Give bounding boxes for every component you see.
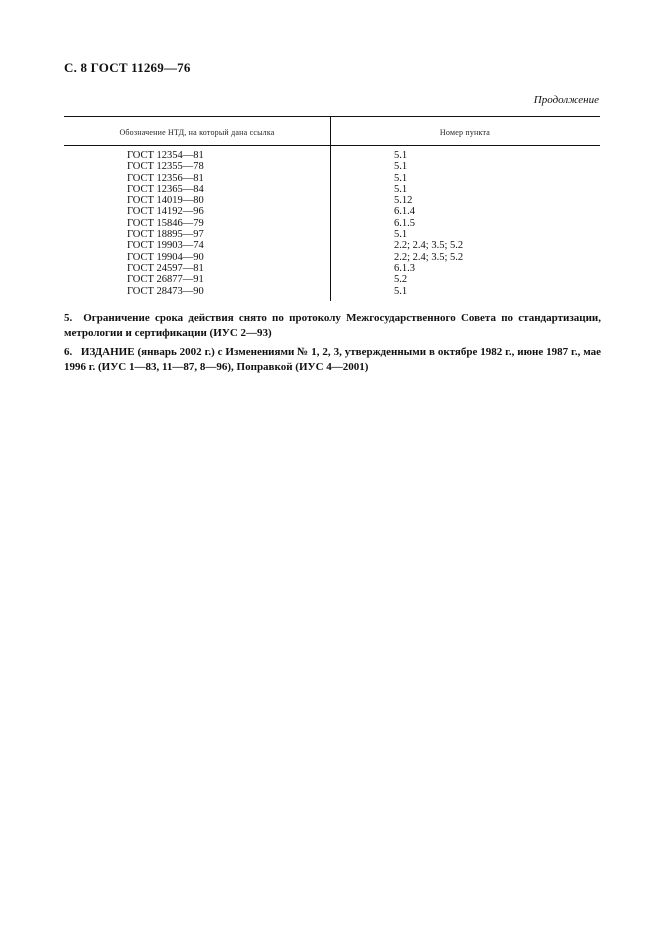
clause-cell: 6.1.5 [394, 217, 415, 229]
ref-cell: ГОСТ 12355—78 [127, 161, 204, 173]
clause-cell: 5.1 [394, 161, 408, 173]
clause-cell: 2.2; 2.4; 3.5; 5.2 [394, 251, 464, 263]
table-row [64, 150, 600, 161]
ref-cell: ГОСТ 18895—97 [127, 229, 204, 241]
ref-cell: ГОСТ 19903—74 [127, 240, 204, 252]
header-ref-label: Обозначение НТД, на который дана ссылка [119, 128, 275, 137]
table-row [64, 206, 600, 217]
table-row [64, 263, 600, 274]
ref-cell: ГОСТ 12354—81 [127, 150, 204, 161]
table-row [64, 274, 600, 285]
table-row [64, 229, 600, 240]
ref-cell: ГОСТ 14192—96 [127, 206, 204, 218]
table-row [64, 195, 600, 206]
ref-cell: ГОСТ 12365—84 [127, 183, 204, 195]
header-ref-cell [64, 122, 330, 140]
clause-cell: 5.1 [394, 150, 408, 161]
note-5-number: 5. [64, 312, 73, 324]
table-header-row [64, 117, 600, 146]
page-header: С. 8 ГОСТ 11269—76 [64, 60, 191, 75]
clause-cell: 5.1 [394, 183, 408, 195]
ref-cell: ГОСТ 28473—90 [127, 285, 204, 297]
ref-cell: ГОСТ 19904—90 [127, 251, 204, 263]
table-row [64, 173, 600, 184]
clause-cell: 5.2 [394, 274, 408, 286]
table-row [64, 252, 600, 263]
ref-cell: ГОСТ 15846—79 [127, 217, 204, 229]
header-clause-label: Номер пункта [439, 128, 491, 137]
note-5-text: Ограничение срока действия снято по протоколу Межгосударственного Совета по стандартизации, метрологии и сертификации (ИУС 2—93) [64, 312, 601, 339]
clause-cell: 6.1.4 [394, 206, 415, 218]
table-body [64, 146, 600, 301]
table-row [64, 161, 600, 172]
note-6-text: ИЗДАНИЕ (январь 2002 г.) с Изменениями № 1, 2, 3, утвержденными в октябре 1982 г., июне 1987 г., мае 1996 г. (ИУС 1—83, 11—87, 8—96), Поправкой (ИУС 4—2001) [64, 346, 602, 373]
table-row [64, 218, 600, 229]
continuation-label: Продолжение [533, 94, 599, 106]
ref-cell: ГОСТ 12356—81 [127, 172, 204, 184]
table-row [64, 286, 600, 297]
clause-cell: 5.1 [394, 285, 408, 297]
ref-cell: ГОСТ 14019—80 [127, 195, 204, 207]
column-divider [330, 117, 331, 301]
table-row [64, 184, 600, 195]
table-row [64, 240, 600, 251]
note-6-number: 6. [64, 346, 73, 358]
note-6 [64, 345, 601, 375]
clause-cell: 5.1 [394, 172, 408, 184]
clause-cell: 5.12 [394, 195, 413, 207]
clause-cell: 6.1.3 [394, 262, 415, 274]
note-5 [64, 311, 601, 341]
ref-cell: ГОСТ 24597—81 [127, 262, 204, 274]
header-clause-cell [330, 122, 600, 140]
clause-cell: 2.2; 2.4; 3.5; 5.2 [394, 240, 464, 252]
ref-cell: ГОСТ 26877—91 [127, 274, 204, 286]
references-table [64, 116, 600, 301]
clause-cell: 5.1 [394, 229, 408, 241]
